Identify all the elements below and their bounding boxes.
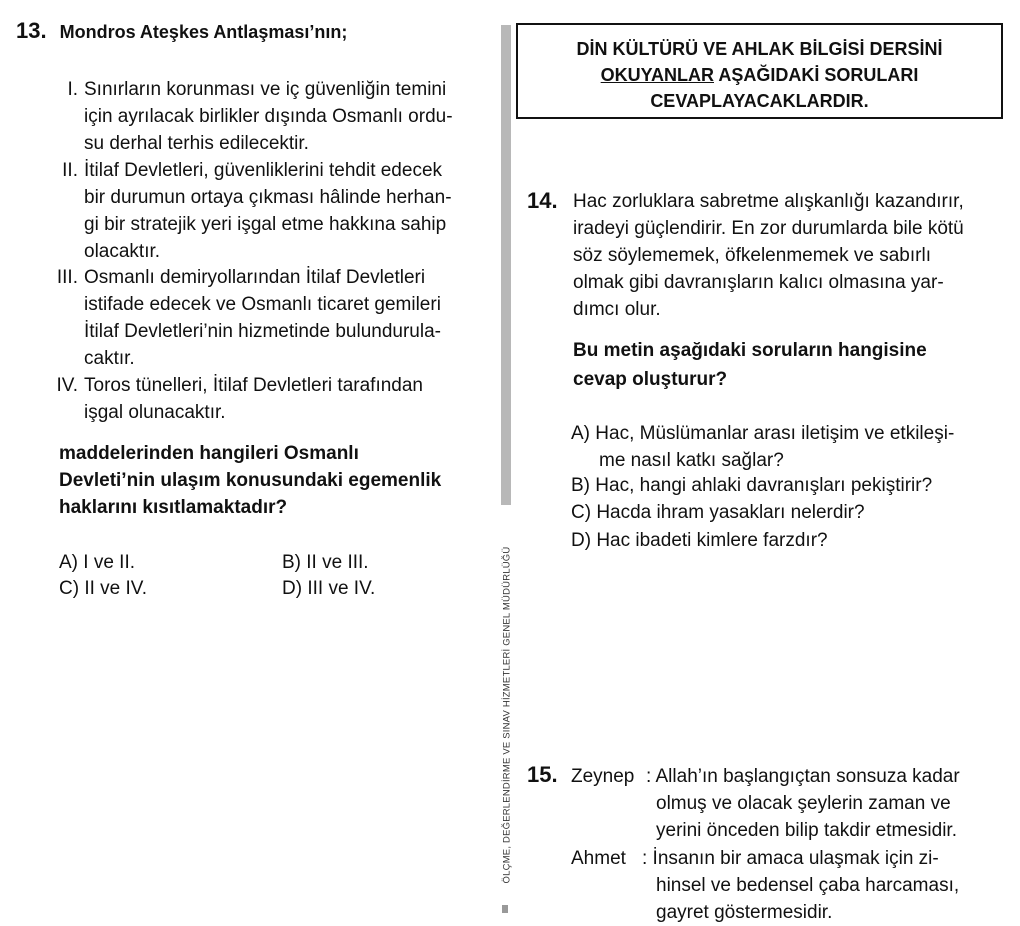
item-roman-i: I. <box>67 79 78 100</box>
text-line: Toros tünelleri, İtilaf Devletleri tarafından <box>84 375 423 396</box>
notice-underlined-word: OKUYANLAR <box>600 65 714 85</box>
notice-line-2 <box>518 62 1001 88</box>
text-line: Bu metin aşağıdaki soruların hangisine <box>573 340 927 361</box>
notice-line-2-rest: AŞAĞIDAKİ SORULARI <box>714 65 919 85</box>
speaker-ahmet-text <box>642 845 959 926</box>
publisher-text: ÖLÇME, DEĞERLENDİRME VE SINAV HİZMETLERİ GENEL MÜDÜRLÜĞÜ <box>501 546 513 884</box>
text-line: haklarını kısıtlamaktadır? <box>59 497 288 518</box>
option-a[interactable]: A) I ve II. <box>59 552 136 573</box>
text-line: Sınırların korunması ve iç güvenliğin temini <box>84 79 447 100</box>
text-line: : İnsanın bir amaca ulaşmak için zi- <box>642 848 939 869</box>
text-line: dımcı olur. <box>573 299 661 320</box>
speaker-zeynep-name: Zeynep <box>571 766 635 787</box>
text-line: gayret göstermesidir. <box>656 902 833 923</box>
text-line: işgal olunacaktır. <box>84 402 226 423</box>
text-line: bir durumun ortaya çıkması hâlinde herhan- <box>84 187 452 208</box>
text-line: söz söylememek, öfkelenmemek ve sabırlı <box>573 245 931 266</box>
question-14-stem <box>573 336 927 394</box>
text-line: maddelerinden hangileri Osmanlı <box>59 443 359 464</box>
text-line: iradeyi güçlendirir. En zor durumlarda bile kötü <box>573 218 964 239</box>
text-line: Hac zorluklara sabretme alışkanlığı kazandırır, <box>573 191 964 212</box>
item-roman-iii: III. <box>56 267 78 288</box>
text-line: için ayrılacak birlikler dışında Osmanlı ordu- <box>84 106 453 127</box>
text-line: caktır. <box>84 348 135 369</box>
text-line: su derhal terhis edilecektir. <box>84 133 309 154</box>
question-14-text <box>573 188 964 323</box>
column-divider <box>501 25 511 505</box>
text-line: me nasıl katkı sağlar? <box>599 450 784 471</box>
option-14-a[interactable] <box>571 420 954 474</box>
option-14-d[interactable]: D) Hac ibadeti kimlere farzdır? <box>571 530 828 551</box>
text-line: Osmanlı demiryollarından İtilaf Devletleri <box>84 267 426 288</box>
notice-box <box>516 23 1003 119</box>
option-c[interactable]: C) II ve IV. <box>59 578 147 599</box>
question-15-number: 15. <box>527 762 558 787</box>
option-14-c[interactable]: C) Hacda ihram yasakları nelerdir? <box>571 502 865 523</box>
notice-line-3: CEVAPLAYACAKLARDIR. <box>650 91 869 111</box>
option-d[interactable]: D) III ve IV. <box>282 578 376 599</box>
speaker-ahmet-name: Ahmet <box>571 848 626 869</box>
text-line: A) Hac, Müslümanlar arası iletişim ve etkileşi- <box>571 423 955 444</box>
item-roman-ii: II. <box>62 160 78 181</box>
text-line: İtilaf Devletleri’nin hizmetinde bulundurula- <box>84 321 441 342</box>
text-line: olmuş ve olacak şeylerin zaman ve <box>656 793 951 814</box>
text-line: olacaktır. <box>84 241 161 262</box>
text-line: : Allah’ın başlangıçtan sonsuza kadar <box>646 766 960 787</box>
item-iii-text <box>84 264 441 372</box>
text-line: yerini önceden bilip takdir etmesidir. <box>656 820 957 841</box>
text-line: istifade edecek ve Osmanlı ticaret gemileri <box>84 294 441 315</box>
question-13-stem <box>59 440 441 521</box>
text-line: gi bir stratejik yeri işgal etme hakkına sahip <box>84 214 447 235</box>
text-line: Devleti’nin ulaşım konusundaki egemenlik <box>59 470 442 491</box>
notice-line-1: DİN KÜLTÜRÜ VE AHLAK BİLGİSİ DERSİNİ <box>576 39 943 59</box>
item-iv-text <box>84 372 423 426</box>
text-line: İtilaf Devletleri, güvenliklerini tehdit edecek <box>84 160 443 181</box>
text-line: olmak gibi davranışların kalıcı olmasına yar- <box>573 272 944 293</box>
divider-end-mark <box>502 905 508 913</box>
question-14-number: 14. <box>527 188 558 213</box>
item-roman-iv: IV. <box>56 375 78 396</box>
question-title: Mondros Ateşkes Antlaşması’nın; <box>59 22 348 42</box>
publisher-vertical-label <box>501 505 513 925</box>
option-b[interactable]: B) II ve III. <box>282 552 369 573</box>
speaker-zeynep-text <box>646 763 960 844</box>
item-i-text <box>84 76 453 157</box>
text-line: hinsel ve bedensel çaba harcaması, <box>656 875 960 896</box>
item-ii-text <box>84 157 452 265</box>
question-13-header <box>16 18 347 44</box>
question-number: 13. <box>16 18 47 43</box>
text-line: cevap oluşturur? <box>573 369 728 390</box>
option-14-b[interactable]: B) Hac, hangi ahlaki davranışları pekiştirir? <box>571 475 933 496</box>
